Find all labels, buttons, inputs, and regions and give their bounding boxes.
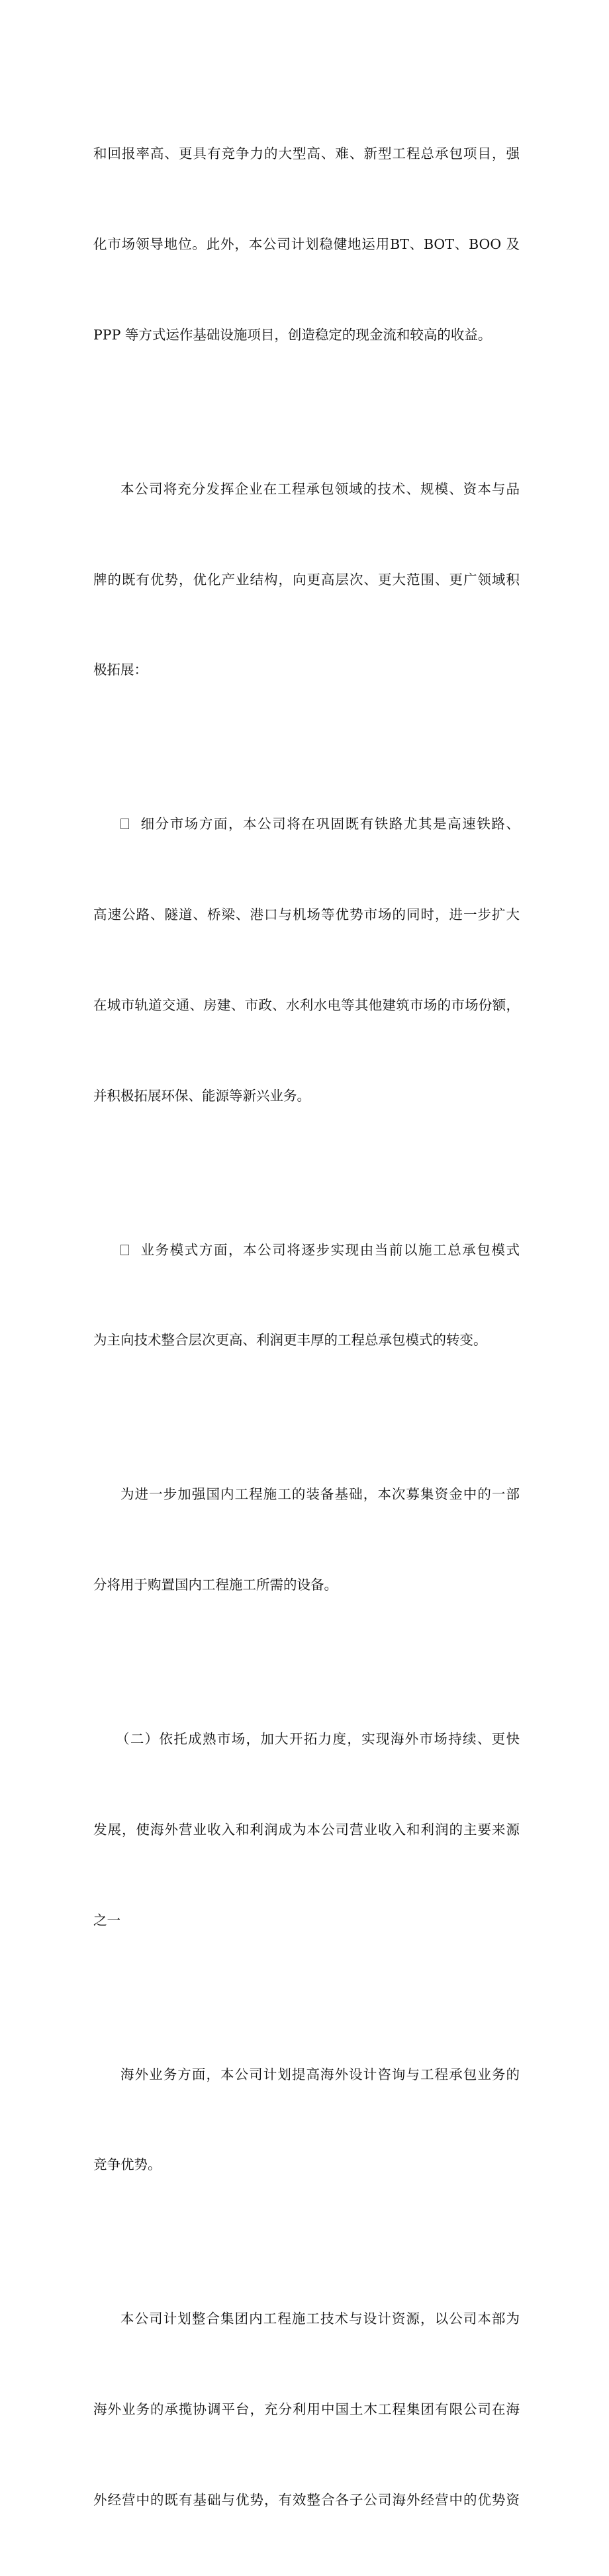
text-line: PPP 等方式运作基础设施项目，创造稳定的现金流和较高的收益。 [93, 326, 492, 343]
text-line: 本公司将充分发挥企业在工程承包领域的技术、规模、资本与品 [120, 480, 520, 497]
text-line: 本公司计划整合集团内工程施工技术与设计资源，以公司本部为 [120, 2311, 520, 2327]
bullet-paragraph [93, 749, 520, 1171]
text-line: 和回报率高、更具有竞争力的大型高、难、新型工程总承包项目，强 [93, 146, 520, 162]
paragraph [93, 414, 520, 746]
text-line: 发展，使海外营业收入和利润成为本公司营业收入和利润的主要来源 [93, 1821, 520, 1838]
text-line: 在城市轨道交通、房建、市政、水利水电等其他建筑市场的市场份额， [93, 997, 520, 1013]
bullet-box-icon [120, 819, 129, 829]
paragraph [93, 1999, 520, 2241]
text-line: 高速公路、隧道、桥梁、港口与机场等优势市场的同时，进一步扩大 [93, 907, 520, 923]
text-line: 分将用于购置国内工程施工所需的设备。 [93, 1577, 338, 1593]
text-line: 海外业务方面，本公司计划提高海外设计咨询与工程承包业务的 [120, 2066, 520, 2082]
document-body [93, 79, 520, 2576]
bullet-line [93, 1235, 520, 1266]
text-line: 海外业务的承揽协调平台，充分利用中国土木工程集团有限公司在海 [93, 2401, 520, 2418]
text-line: （二）依托成熟市场，加大开拓力度，实现海外市场持续、更快 [116, 1731, 520, 1748]
bullet-line [93, 809, 520, 840]
text-line: 为进一步加强国内工程施工的装备基础，本次募集资金中的一部 [120, 1486, 520, 1503]
text-line: 细分市场方面，本公司将在巩固既有铁路尤其是高速铁路、 [140, 816, 520, 832]
text-line: 牌的既有优势，优化产业结构，向更高层次、更大范围、更广领域积 [93, 571, 520, 588]
paragraph [93, 2244, 520, 2576]
text-line: 为主向技术整合层次更高、利润更丰厚的工程总承包模式的转变。 [93, 1332, 487, 1349]
text-line: 竞争优势。 [93, 2156, 162, 2173]
text-line: 外经营中的既有基础与优势，有效整合各子公司海外经营中的优势资 [93, 2491, 520, 2508]
bullet-box-icon [120, 1245, 129, 1255]
paragraph [93, 1419, 520, 1661]
text-line: 化市场领导地位。此外，本公司计划稳健地运用BT、BOT、BOO 及 [93, 236, 520, 252]
text-line: 并积极拓展环保、能源等新兴业务。 [93, 1087, 310, 1104]
text-line: 之一 [93, 1912, 120, 1928]
text-line: 极拓展： [93, 662, 148, 678]
text-line: 业务模式方面，本公司将逐步实现由当前以施工总承包模式 [140, 1241, 520, 1258]
section-heading-paragraph [93, 1664, 520, 1996]
paragraph [93, 79, 520, 411]
bullet-paragraph [93, 1175, 520, 1416]
